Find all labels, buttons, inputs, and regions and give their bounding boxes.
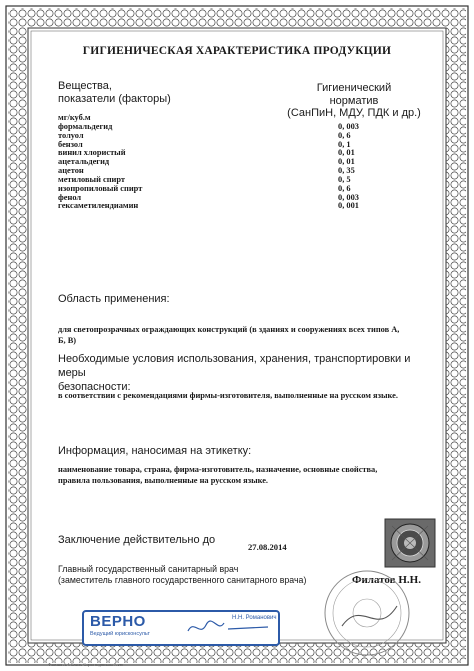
table-row: мг/куб.м xyxy=(58,113,91,122)
signatory-name: Филатов Н.Н. xyxy=(352,574,421,586)
validity-date: 27.08.2014 xyxy=(248,542,287,552)
table-row: бензол 0, 1 xyxy=(58,139,351,149)
column-header-norms: Гигиенический норматив (СанПиН, МДУ, ПДК и др.) xyxy=(287,82,421,119)
table-row: фенол 0, 003 xyxy=(58,192,359,202)
signatory-title: Главный государственный санитарный врач (заместитель главного государственного санитарного врача) xyxy=(58,564,307,585)
substances-table xyxy=(58,114,438,211)
table-row: метиловый спирт 0, 5 xyxy=(58,174,351,184)
table-row: формальдегид 0, 003 xyxy=(58,121,359,131)
scope-text: для светопрозрачных ограждающих конструкций (в зданиях и сооружениях всех типов А, Б, В) xyxy=(58,325,400,345)
round-seal-icon xyxy=(322,568,412,658)
column-header-substances: Вещества, показатели (факторы) xyxy=(58,80,171,105)
footer-note: Фснмак: А.4. Бланк. Серия подписана 7. это xyxy=(48,662,124,667)
hologram-seal-icon xyxy=(384,518,436,568)
label-info-text: наименование товара, страна, фирма-изготовитель, назначение, основные свойства, правила пользования, выполненные на русском языке. xyxy=(58,465,378,485)
label-info-label: Информация, наносимая на этикетку: xyxy=(58,445,252,457)
table-row: толуол 0, 6 xyxy=(58,130,351,140)
scope-label: Область применения: xyxy=(58,293,170,305)
conditions-text: в соответствии с рекомендациями фирмы-изготовителя, выполненные на русском языке. xyxy=(58,391,398,400)
certificate-sheet xyxy=(36,30,438,667)
table-row: гексаметилендиамин 0, 001 xyxy=(58,201,359,211)
certified-copy-stamp: ВЕРНО Ведущий юрисконсульт Н.Н. Романович xyxy=(82,610,280,646)
table-row: изопропиловый спирт 0, 6 xyxy=(58,183,351,193)
table-row: ацетальдегид 0, 01 xyxy=(58,157,355,167)
conditions-label: Необходимые условия использования, хранения, транспортировки и меры безопасности: xyxy=(58,353,411,393)
stamp-signer: Н.Н. Романович xyxy=(232,615,277,621)
table-row: винил хлористый 0, 01 xyxy=(58,148,355,158)
document-title: ГИГИЕНИЧЕСКАЯ ХАРАКТЕРИСТИКА ПРОДУКЦИИ xyxy=(82,45,392,57)
validity-label: Заключение действительно до xyxy=(58,534,216,546)
table-row: ацетон 0, 35 xyxy=(58,166,355,176)
